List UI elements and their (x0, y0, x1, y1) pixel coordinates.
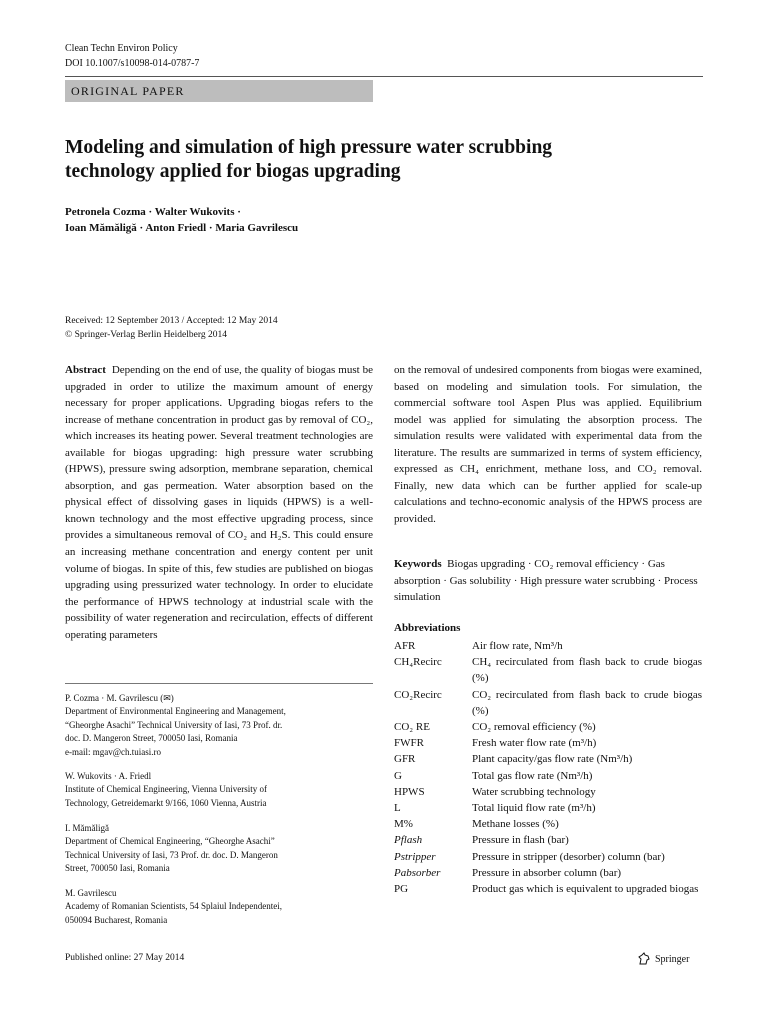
abbreviation-row (394, 768, 702, 784)
affiliation-line: Technology, Getreidemarkt 9/166, 1060 Vienna, Austria (65, 797, 267, 808)
abbreviation-row (394, 865, 702, 881)
abstract-text-left: Depending on the end of use, the quality of biogas must be upgraded in order to utilize the maximum amount of energy necessary for proper applications. Upgrading biogas refers to the increase of methane concentration in product gas by removal of CO₂, which increases its heating power. Several treatment technologies are available for biogas upgrading: high pressure water scrubbing (HPWS), pressure swing adsorption, membrane separation, chemical absorption, and gas permeation. Water absorption based on the physical effect of dissolving gases in liquids (HPWS) is a well-known technology and the most effective upgrading process, since provides a simultaneous removal of CO₂ and H₂S. This could ensure an increasing methane concentration and energy content per unit volume of biogas. In spite of this, few studies are published on biogas upgrading using pressurized water technology. In order to elucidate the performance of HPWS technology at industrial scale with the possibility of water regeneration and recirculation, effects of different operating parameters (65, 364, 374, 641)
author-list (65, 205, 665, 236)
abbreviation-term: Pstripper (394, 850, 436, 863)
affiliation-line: Department of Chemical Engineering, “Gheorghe Asachi” (65, 836, 275, 847)
abbreviation-term: Pabsorber (394, 866, 441, 879)
abbreviation-row (394, 784, 702, 800)
abbreviation-definition: CO₂ removal efficiency (%) (472, 721, 596, 734)
affiliation-names: I. Mămăligă (65, 823, 109, 833)
paper-title (65, 136, 685, 184)
abbreviation-term: CO₂ RE (394, 721, 430, 734)
abbreviation-term: CO₂Recirc (394, 688, 442, 701)
affiliation-line: 050094 Bucharest, Romania (65, 914, 168, 925)
abbreviation-row (394, 800, 702, 816)
affiliation-line: Department of Environmental Engineering and Management, (65, 706, 286, 717)
affiliation-names: W. Wukovits · A. Friedl (65, 771, 152, 781)
abbreviation-term: AFR (394, 640, 416, 652)
abbreviation-row (394, 735, 702, 751)
affiliation-names: P. Cozma · M. Gavrilescu (✉) (65, 693, 174, 703)
abbreviation-term: HPWS (394, 785, 425, 798)
authors-line-2: Ioan Mămăligă · Anton Friedl · Maria Gavrilescu (65, 221, 299, 234)
abbreviation-definition: CH₄ recirculated from flash back to crude biogas (%) (472, 656, 702, 685)
abbreviation-definition: Methane losses (%) (472, 818, 559, 831)
abbreviation-definition: Water scrubbing technology (472, 785, 596, 798)
abstract-label: Abstract (65, 364, 106, 376)
keywords (394, 556, 702, 606)
title-line-1: Modeling and simulation of high pressure water scrubbing (65, 137, 553, 158)
affiliation-line: Technical University of Iasi, 73 Prof. dr. doc. D. Mangeron (65, 849, 278, 860)
affiliation-block (65, 887, 373, 927)
published-online: Published online: 27 May 2014 (65, 953, 185, 963)
affiliation-block (65, 692, 373, 759)
abbreviation-term: FWFR (394, 737, 424, 750)
abbreviation-definition: Air flow rate, Nm³/h (472, 640, 563, 652)
abbreviation-definition: CO₂ recirculated from flash back to crude biogas (%) (472, 688, 702, 717)
abbreviation-row (394, 638, 702, 654)
doi[interactable]: DOI 10.1007/s10098-014-0787-7 (65, 58, 200, 69)
abbreviation-row (394, 687, 702, 719)
affiliation-rule (65, 683, 373, 684)
keywords-label: Keywords (394, 558, 442, 570)
abbreviations-heading: Abbreviations (394, 622, 461, 634)
abbreviation-definition: Total liquid flow rate (m³/h) (472, 802, 596, 815)
abbreviation-row (394, 719, 702, 735)
abbreviation-term: Pflash (394, 834, 423, 847)
affiliation-line: doc. D. Mangeron Street, 700050 Iasi, Romania (65, 733, 238, 744)
abbreviation-term: PG (394, 883, 409, 896)
received-accepted: Received: 12 September 2013 / Accepted: 12 May 2014 (65, 316, 278, 326)
springer-horse-icon (637, 952, 651, 966)
header-rule (65, 76, 703, 77)
affiliation-names: M. Gavrilescu (65, 888, 117, 898)
copyright: © Springer-Verlag Berlin Heidelberg 2014 (65, 329, 227, 340)
keywords-text: Biogas upgrading · CO₂ removal efficiency · Gas absorption · Gas solubility · High pressure water scrubbing · Process simulation (394, 558, 698, 604)
abbreviation-term: CH₄Recirc (394, 656, 442, 669)
abbreviation-row (394, 832, 702, 848)
abstract-text-right: on the removal of undesired components from biogas were examined, based on modeling and simulation tools. For simulation, the commercial software tool Aspen Plus was applied. Equilibrium model was applied for simulating the absorption process. The simulation results were validated with experimental data from the literature. The results are summarized in terms of system efficiency, expressed as CH₄ enrichment, methane loss, and CO₂ removal. Finally, new data which can be further applied for scale-up calculations and techno-economic analysis of the HPWS process are provided. (394, 364, 702, 525)
abbreviation-term: GFR (394, 753, 416, 766)
publisher-logo (637, 952, 689, 966)
abbreviation-row (394, 751, 702, 767)
abbreviation-definition: Product gas which is equivalent to upgraded biogas (472, 883, 699, 896)
affiliation-line: Academy of Romanian Scientists, 54 Splaiul Independentei, (65, 901, 282, 912)
affiliation-line: “Gheorghe Asachi” Technical University of Iasi, 73 Prof. dr. (65, 719, 283, 730)
abbreviation-definition: Pressure in stripper (desorber) column (bar) (472, 850, 665, 863)
affiliation-line: Institute of Chemical Engineering, Vienna University of (65, 784, 267, 795)
abbreviation-definition: Plant capacity/gas flow rate (Nm³/h) (472, 753, 633, 766)
journal-header (65, 41, 199, 71)
authors-line-1: Petronela Cozma · Walter Wukovits · (65, 206, 241, 218)
abbreviation-definition: Pressure in absorber column (bar) (472, 866, 622, 879)
abstract-left-column (65, 362, 373, 643)
affiliation-email[interactable]: e-mail: mgav@ch.tuiasi.ro (65, 746, 162, 757)
title-line-2: technology applied for biogas upgrading (65, 161, 401, 182)
affiliation-block (65, 770, 373, 810)
abbreviation-term: M% (394, 818, 413, 831)
abbreviation-definition: Total gas flow rate (Nm³/h) (472, 769, 593, 782)
journal-name: Clean Techn Environ Policy (65, 43, 178, 54)
abbreviation-row (394, 654, 702, 686)
abbreviation-definition: Fresh water flow rate (m³/h) (472, 737, 597, 750)
abbreviations-list (394, 638, 702, 897)
abbreviation-row (394, 816, 702, 832)
publisher-name: Springer (655, 953, 690, 965)
affiliation-line: Street, 700050 Iasi, Romania (65, 863, 170, 874)
abbreviation-term: L (394, 802, 401, 815)
abbreviation-row (394, 849, 702, 865)
paper-type-banner: ORIGINAL PAPER (65, 80, 373, 102)
publication-dates (65, 315, 278, 342)
abbreviation-definition: Pressure in flash (bar) (472, 834, 569, 847)
abstract-right-column (394, 362, 702, 527)
affiliation-block (65, 822, 373, 876)
abbreviation-term: G (394, 769, 402, 782)
abbreviation-row (394, 881, 702, 897)
